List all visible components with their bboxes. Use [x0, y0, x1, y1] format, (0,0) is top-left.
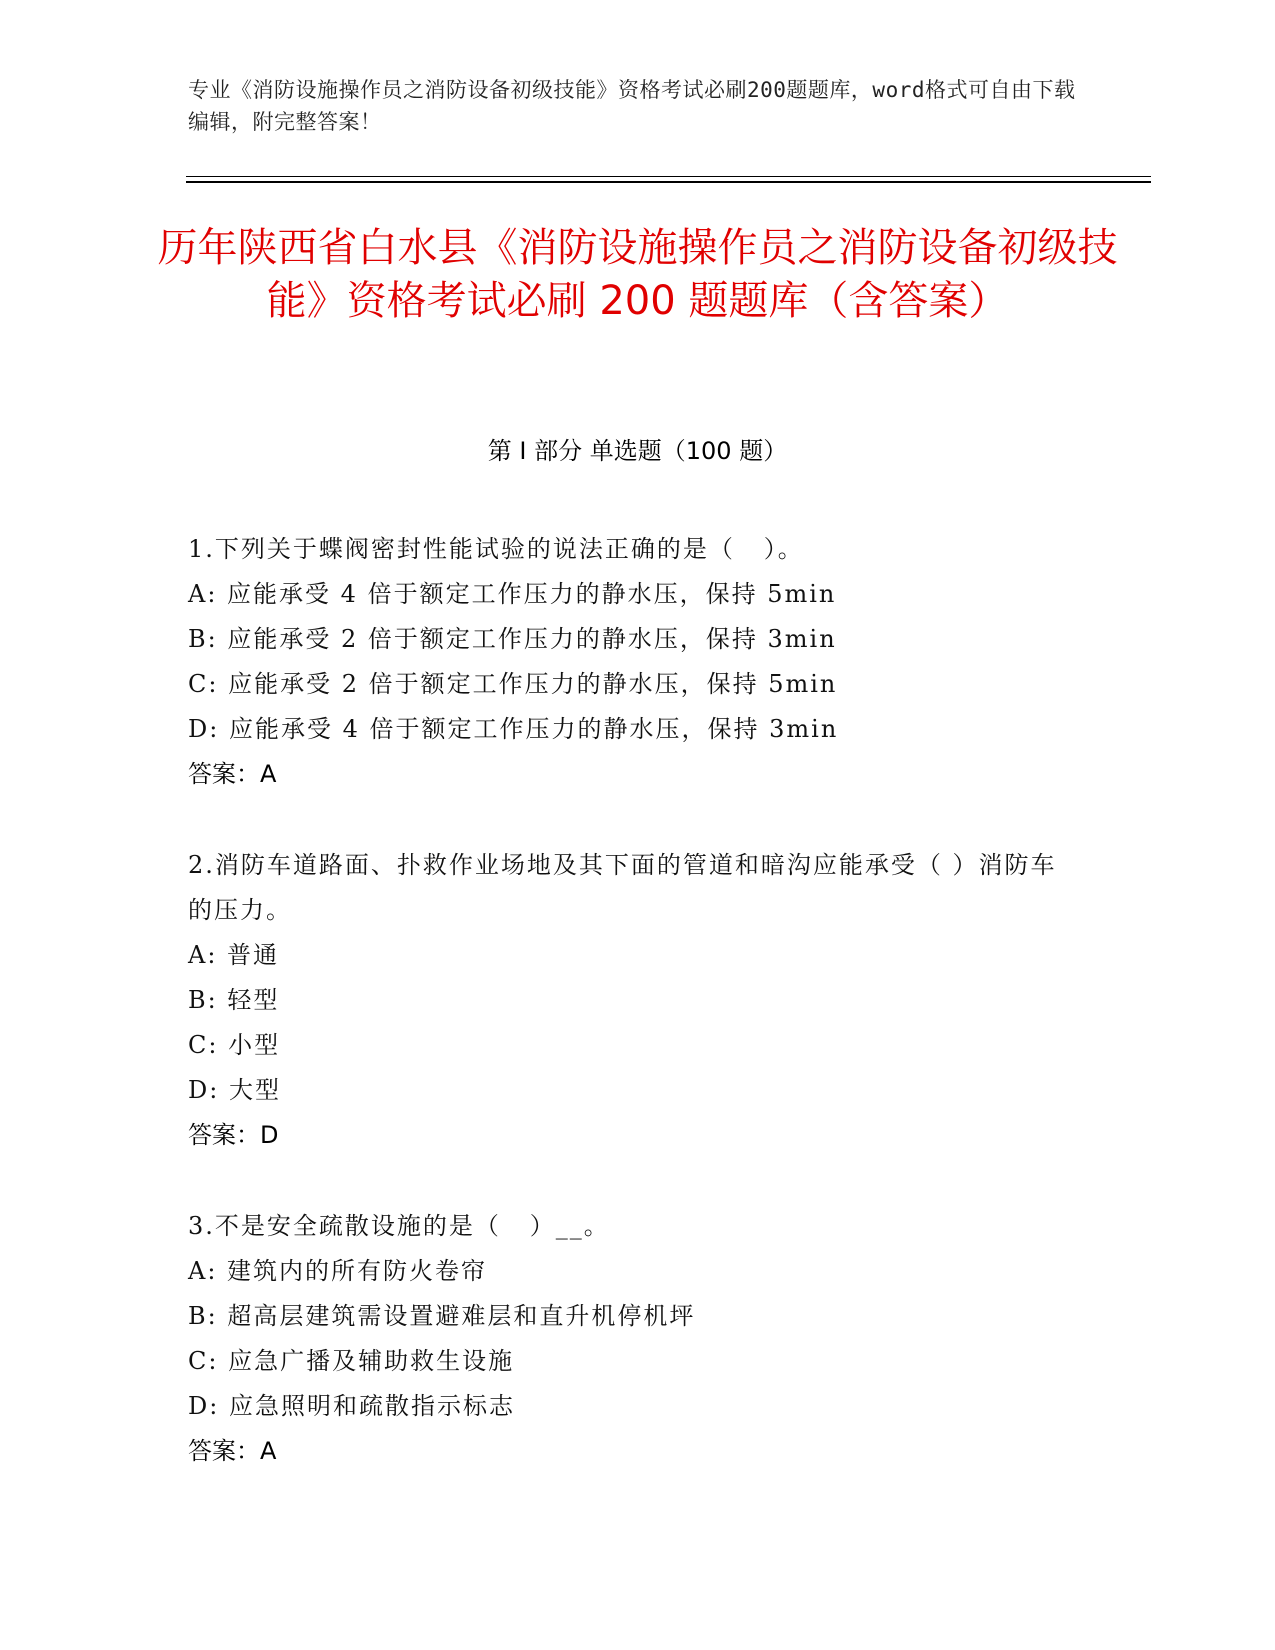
question-item	[188, 527, 1068, 797]
question-option-d: D: 大型	[188, 1076, 281, 1104]
question-stem: 1.下列关于蝶阀密封性能试验的说法正确的是（ ）。	[188, 535, 804, 563]
question-option-a: A: 建筑内的所有防火卷帘	[188, 1257, 488, 1285]
question-option-b: B: 超高层建筑需设置避难层和直升机停机坪	[188, 1302, 696, 1330]
question-option-a: A: 普通	[188, 941, 280, 969]
header-note: 专业《消防设施操作员之消防设备初级技能》资格考试必刷200题题库，word格式可自由下载编辑，附完整答案！	[188, 78, 1076, 134]
question-list	[188, 527, 1068, 1520]
question-option-c: C: 小型	[188, 1031, 281, 1059]
section-title: 第 I 部分 单选题（100 题）	[487, 437, 788, 465]
question-answer: 答案：D	[188, 1121, 279, 1149]
header-divider-thin	[186, 176, 1151, 177]
header-divider-thick	[186, 181, 1151, 183]
question-item	[188, 1204, 1068, 1474]
question-option-a: A: 应能承受 4 倍于额定工作压力的静水压，保持 5min	[188, 580, 837, 608]
question-answer: 答案：A	[188, 760, 277, 788]
question-option-c: C: 应能承受 2 倍于额定工作压力的静水压，保持 5min	[188, 670, 838, 698]
question-stem: 2.消防车道路面、扑救作业场地及其下面的管道和暗沟应能承受（ ）消防车的压力。	[188, 851, 1057, 924]
question-answer: 答案：A	[188, 1437, 277, 1465]
question-option-b: B: 应能承受 2 倍于额定工作压力的静水压，保持 3min	[188, 625, 837, 653]
question-item	[188, 843, 1068, 1158]
question-option-d: D: 应能承受 4 倍于额定工作压力的静水压，保持 3min	[188, 715, 839, 743]
question-option-c: C: 应急广播及辅助救生设施	[188, 1347, 515, 1375]
question-option-d: D: 应急照明和疏散指示标志	[188, 1392, 515, 1420]
question-stem: 3.不是安全疏散设施的是（ ）__。	[188, 1212, 610, 1240]
question-option-b: B: 轻型	[188, 986, 280, 1014]
document-title: 历年陕西省白水县《消防设施操作员之消防设备初级技能》资格考试必刷 200 题题库（含答案）	[157, 225, 1118, 324]
